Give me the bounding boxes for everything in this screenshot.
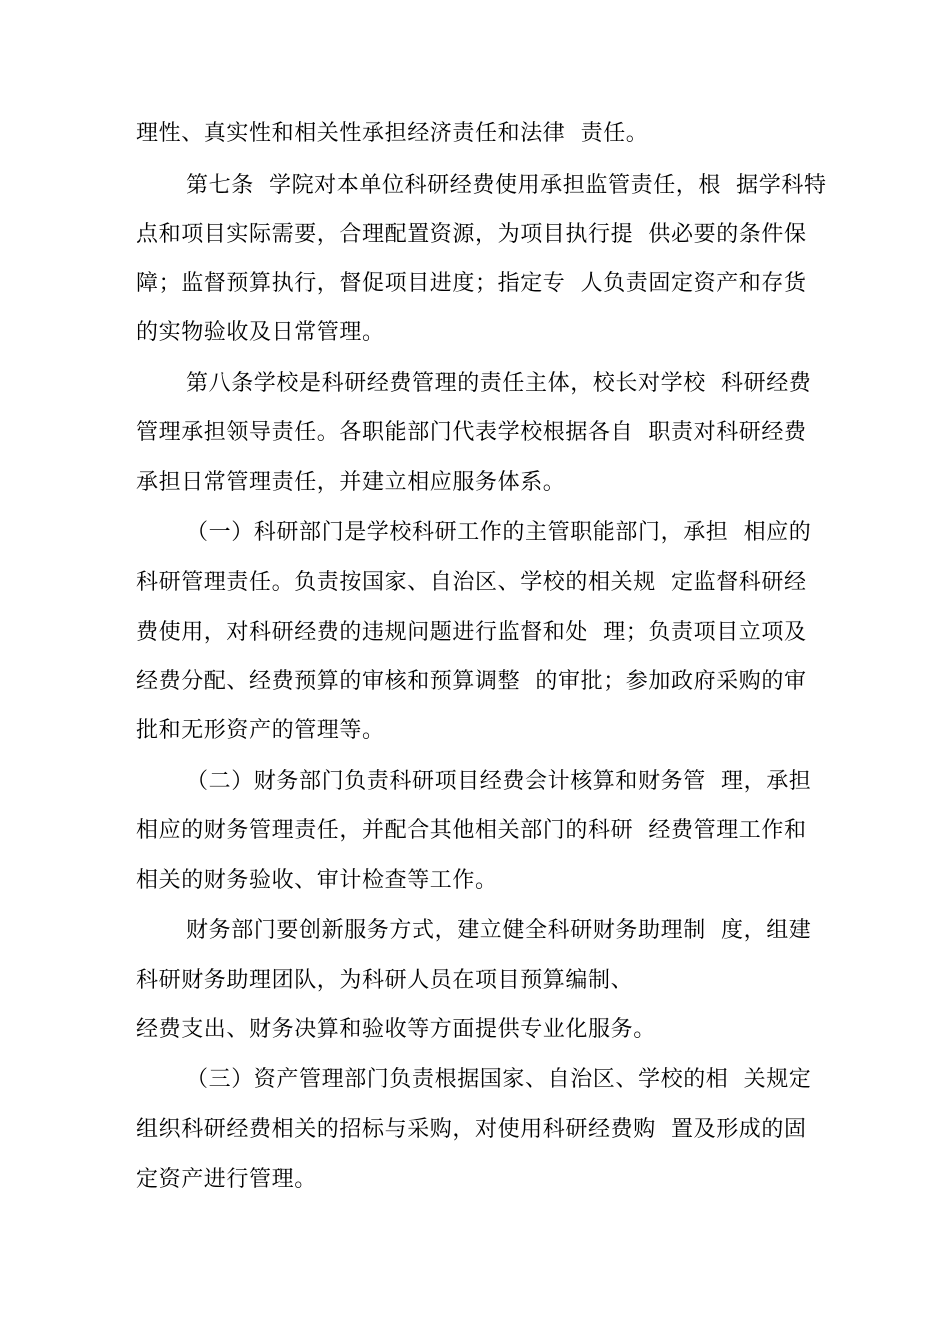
text-line: （二）财务部门负责科研项目经费会计核算和财务管 理，承担 — [186, 769, 812, 794]
text-line: 科研管理责任。负责按国家、自治区、学校的相关规 定监督科研经 — [136, 570, 807, 595]
text-line: 经费支出、财务决算和验收等方面提供专业化服务。 — [136, 1017, 656, 1042]
text-line: 批和无形资产的管理等。 — [136, 718, 385, 743]
text-line: 管理承担领导责任。各职能部门代表学校根据各自 职责对科研经费 — [136, 420, 807, 445]
text-line: 组织科研经费相关的招标与采购，对使用科研经费购 置及形成的固 — [136, 1117, 807, 1142]
text-line: 承担日常管理责任，并建立相应服务体系。 — [136, 470, 566, 495]
text-line: 相应的财务管理责任，并配合其他相关部门的科研 经费管理工作和 — [136, 818, 807, 843]
text-line: 理性、真实性和相关性承担经济责任和法律 责任。 — [136, 121, 649, 146]
text-line: 相关的财务验收、审计检查等工作。 — [136, 868, 498, 893]
text-line: 经费分配、经费预算的审核和预算调整 的审批；参加政府采购的审 — [136, 669, 807, 694]
text-line: 科研财务助理团队，为科研人员在项目预算编制、 — [136, 968, 634, 993]
text-line: 第七条 学院对本单位科研经费使用承担监管责任，根 据学科特 — [186, 173, 827, 198]
text-line: 的实物验收及日常管理。 — [136, 320, 385, 345]
text-line: 费使用，对科研经费的违规问题进行监督和处 理；负责项目立项及 — [136, 620, 807, 645]
text-line: （三）资产管理部门负责根据国家、自治区、学校的相 关规定 — [186, 1067, 812, 1092]
text-line: 定资产进行管理。 — [136, 1167, 317, 1192]
text-line: 财务部门要创新服务方式，建立健全科研财务助理制 度，组建 — [186, 918, 812, 943]
text-line: （一）科研部门是学校科研工作的主管职能部门，承担 相应的 — [186, 520, 812, 545]
text-line: 点和项目实际需要，合理配置资源，为项目执行提 供必要的条件保 — [136, 222, 807, 247]
text-line: 障；监督预算执行，督促项目进度；指定专 人负责固定资产和存货 — [136, 271, 807, 296]
text-line: 第八条学校是科研经费管理的责任主体，校长对学校 科研经费 — [186, 371, 812, 396]
